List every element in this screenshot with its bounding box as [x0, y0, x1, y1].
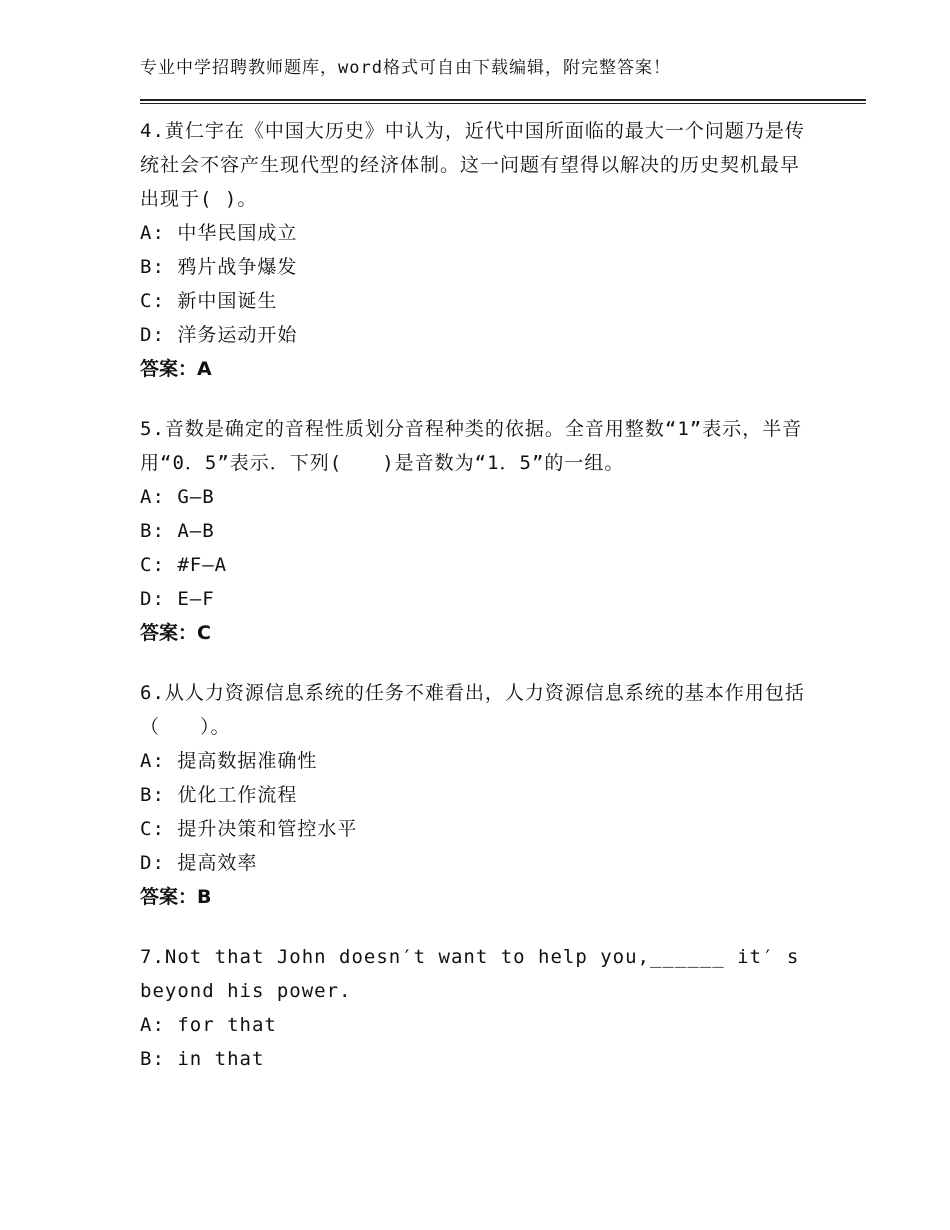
option-c: C: 提升决策和管控水平 [140, 818, 358, 840]
option-a: A: for that [140, 1014, 277, 1036]
option-b: B: in that [140, 1048, 265, 1070]
question-list [140, 114, 810, 1102]
option-a: A: 中华民国成立 [140, 222, 298, 244]
option-a: A: G—B [140, 486, 215, 508]
question-stem: 6.从人力资源信息系统的任务不难看出，人力资源信息系统的基本作用包括（ ）。 [140, 682, 805, 738]
option-d: D: 洋务运动开始 [140, 324, 298, 346]
option-d: D: E—F [140, 588, 215, 610]
option-a: A: 提高数据准确性 [140, 750, 318, 772]
option-b: B: A—B [140, 520, 215, 542]
header-divider-thin [140, 103, 866, 104]
option-d: D: 提高效率 [140, 852, 258, 874]
option-c: C: #F—A [140, 554, 228, 576]
answer-line: 答案：A [140, 358, 212, 380]
question-stem: 7.Not that John doesn′t want to help you,______ it′ s beyond his power. [140, 946, 800, 1002]
question-stem: 4.黄仁宇在《中国大历史》中认为，近代中国所面临的最大一个问题乃是传统社会不容产生现代型的经济体制。这一问题有望得以解决的历史契机最早出现于( )。 [140, 120, 805, 210]
question-7 [140, 940, 810, 1076]
answer-line: 答案：C [140, 622, 211, 644]
option-c: C: 新中国诞生 [140, 290, 278, 312]
page-header: 专业中学招聘教师题库，word格式可自由下载编辑，附完整答案！ [140, 58, 671, 78]
option-b: B: 鸦片战争爆发 [140, 256, 298, 278]
question-6 [140, 676, 810, 914]
question-4 [140, 114, 810, 386]
answer-line: 答案：B [140, 886, 212, 908]
question-5 [140, 412, 810, 650]
option-b: B: 优化工作流程 [140, 784, 298, 806]
header-divider-thick [140, 99, 866, 101]
question-stem: 5.音数是确定的音程性质划分音程种类的依据。全音用整数“1”表示，半音用“0．5”表示．下列( )是音数为“1．5”的一组。 [140, 418, 803, 474]
